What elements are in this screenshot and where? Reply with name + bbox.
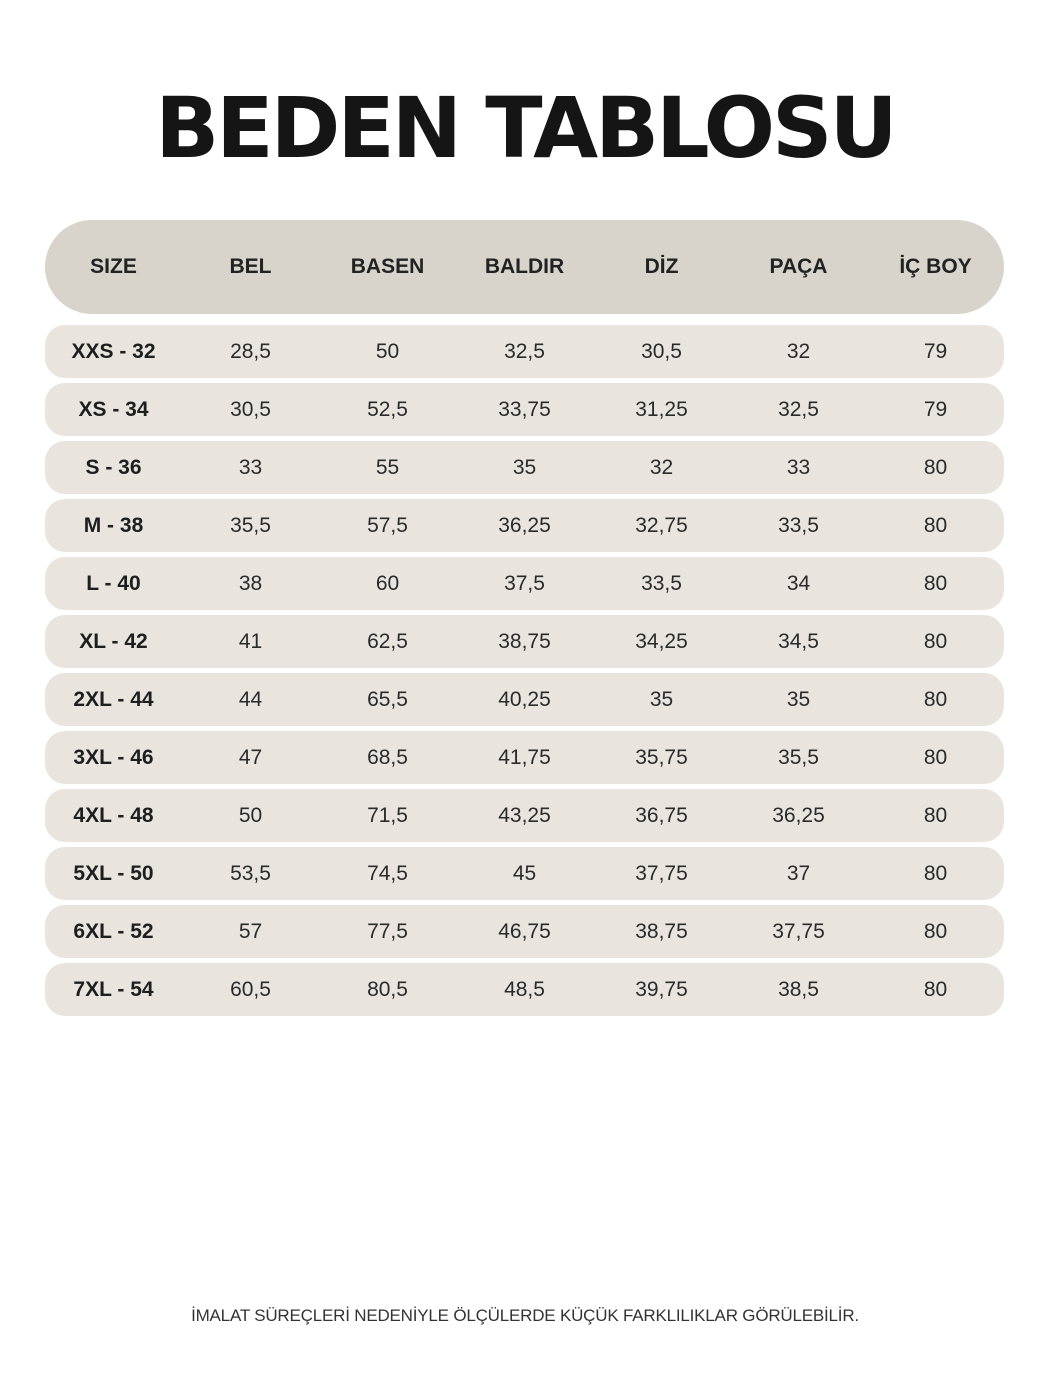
paca-cell: 32,5 (778, 397, 819, 421)
ic-boy-cell: 80 (923, 803, 948, 827)
ic-boy-cell: 80 (923, 861, 948, 885)
basen-cell: 77,5 (367, 919, 408, 943)
basen-cell: 68,5 (367, 745, 408, 769)
ic-boy-cell: 80 (923, 455, 948, 479)
size-cell: 2XL - 44 (73, 687, 154, 711)
diz-cell: 36,75 (635, 803, 688, 827)
basen-cell: 55 (375, 455, 400, 479)
baldir-cell: 35 (512, 455, 537, 479)
basen-cell: 74,5 (367, 861, 408, 885)
footnote: İMALAT SÜREÇLERİ NEDENİYLE ÖLÇÜLERDE KÜÇÜK FARKLILIKLAR GÖRÜLEBİLİR. (191, 1306, 859, 1325)
diz-cell: 39,75 (635, 977, 688, 1001)
column-header-ic-boy: İÇ BOY (899, 255, 972, 278)
size-cell: M - 38 (83, 513, 144, 537)
ic-boy-cell: 80 (923, 745, 948, 769)
baldir-cell: 43,25 (498, 803, 551, 827)
column-header-basen: BASEN (350, 255, 425, 278)
paca-cell: 33,5 (778, 513, 819, 537)
column-header-size: SIZE (90, 255, 137, 278)
table-row (45, 673, 1004, 726)
paca-cell: 34 (786, 571, 811, 595)
paca-cell: 36,25 (772, 803, 825, 827)
ic-boy-cell: 79 (923, 397, 948, 421)
baldir-cell: 32,5 (504, 339, 545, 363)
paca-cell: 38,5 (778, 977, 819, 1001)
baldir-cell: 37,5 (504, 571, 545, 595)
baldir-cell: 38,75 (498, 629, 551, 653)
table-row (45, 847, 1004, 900)
diz-cell: 32,75 (635, 513, 688, 537)
size-cell: 7XL - 54 (73, 977, 154, 1001)
column-header-paca: PAÇA (769, 255, 828, 278)
table-row (45, 963, 1004, 1016)
diz-cell: 38,75 (635, 919, 688, 943)
size-cell: 6XL - 52 (73, 919, 154, 943)
table-row (45, 383, 1004, 436)
bel-cell: 35,5 (230, 513, 271, 537)
bel-cell: 38 (238, 571, 263, 595)
bel-cell: 44 (238, 687, 263, 711)
column-header-baldir: BALDIR (484, 255, 565, 278)
basen-cell: 65,5 (367, 687, 408, 711)
size-cell: 3XL - 46 (73, 745, 154, 769)
baldir-cell: 40,25 (498, 687, 551, 711)
ic-boy-cell: 80 (923, 919, 948, 943)
basen-cell: 50 (375, 339, 400, 363)
bel-cell: 57 (238, 919, 263, 943)
column-header-diz: DİZ (644, 255, 679, 278)
size-cell: 4XL - 48 (73, 803, 154, 827)
basen-cell: 71,5 (367, 803, 408, 827)
bel-cell: 28,5 (230, 339, 271, 363)
diz-cell: 30,5 (641, 339, 682, 363)
bel-cell: 50 (238, 803, 263, 827)
diz-cell: 37,75 (635, 861, 688, 885)
table-row (45, 325, 1004, 378)
size-table-body (45, 325, 1004, 1021)
baldir-cell: 36,25 (498, 513, 551, 537)
table-row (45, 441, 1004, 494)
baldir-cell: 41,75 (498, 745, 551, 769)
baldir-cell: 33,75 (498, 397, 551, 421)
size-cell: XL - 42 (79, 629, 148, 653)
diz-cell: 35,75 (635, 745, 688, 769)
table-row (45, 731, 1004, 784)
basen-cell: 80,5 (367, 977, 408, 1001)
basen-cell: 60 (375, 571, 400, 595)
size-cell: XS - 34 (78, 397, 149, 421)
baldir-cell: 48,5 (504, 977, 545, 1001)
ic-boy-cell: 80 (923, 571, 948, 595)
ic-boy-cell: 80 (923, 687, 948, 711)
table-header (45, 220, 1004, 314)
paca-cell: 33 (786, 455, 811, 479)
paca-cell: 35,5 (778, 745, 819, 769)
ic-boy-cell: 79 (923, 339, 948, 363)
page-title: BEDEN TABLOSU (155, 79, 895, 177)
size-cell: S - 36 (85, 455, 142, 479)
column-header-bel: BEL (229, 255, 272, 278)
bel-cell: 53,5 (230, 861, 271, 885)
table-row (45, 615, 1004, 668)
ic-boy-cell: 80 (923, 513, 948, 537)
basen-cell: 57,5 (367, 513, 408, 537)
table-row (45, 905, 1004, 958)
ic-boy-cell: 80 (923, 977, 948, 1001)
paca-cell: 37,75 (772, 919, 825, 943)
table-row (45, 789, 1004, 842)
paca-cell: 35 (786, 687, 811, 711)
bel-cell: 60,5 (230, 977, 271, 1001)
paca-cell: 37 (786, 861, 811, 885)
basen-cell: 52,5 (367, 397, 408, 421)
diz-cell: 31,25 (635, 397, 688, 421)
bel-cell: 33 (238, 455, 263, 479)
paca-cell: 32 (786, 339, 811, 363)
size-cell: 5XL - 50 (73, 861, 154, 885)
baldir-cell: 46,75 (498, 919, 551, 943)
diz-cell: 34,25 (635, 629, 688, 653)
baldir-cell: 45 (512, 861, 537, 885)
bel-cell: 41 (238, 629, 263, 653)
table-row (45, 499, 1004, 552)
basen-cell: 62,5 (367, 629, 408, 653)
diz-cell: 35 (649, 687, 674, 711)
diz-cell: 33,5 (641, 571, 682, 595)
table-row (45, 557, 1004, 610)
size-cell: XXS - 32 (71, 339, 156, 363)
paca-cell: 34,5 (778, 629, 819, 653)
ic-boy-cell: 80 (923, 629, 948, 653)
bel-cell: 30,5 (230, 397, 271, 421)
size-cell: L - 40 (86, 571, 141, 595)
diz-cell: 32 (649, 455, 674, 479)
bel-cell: 47 (238, 745, 263, 769)
